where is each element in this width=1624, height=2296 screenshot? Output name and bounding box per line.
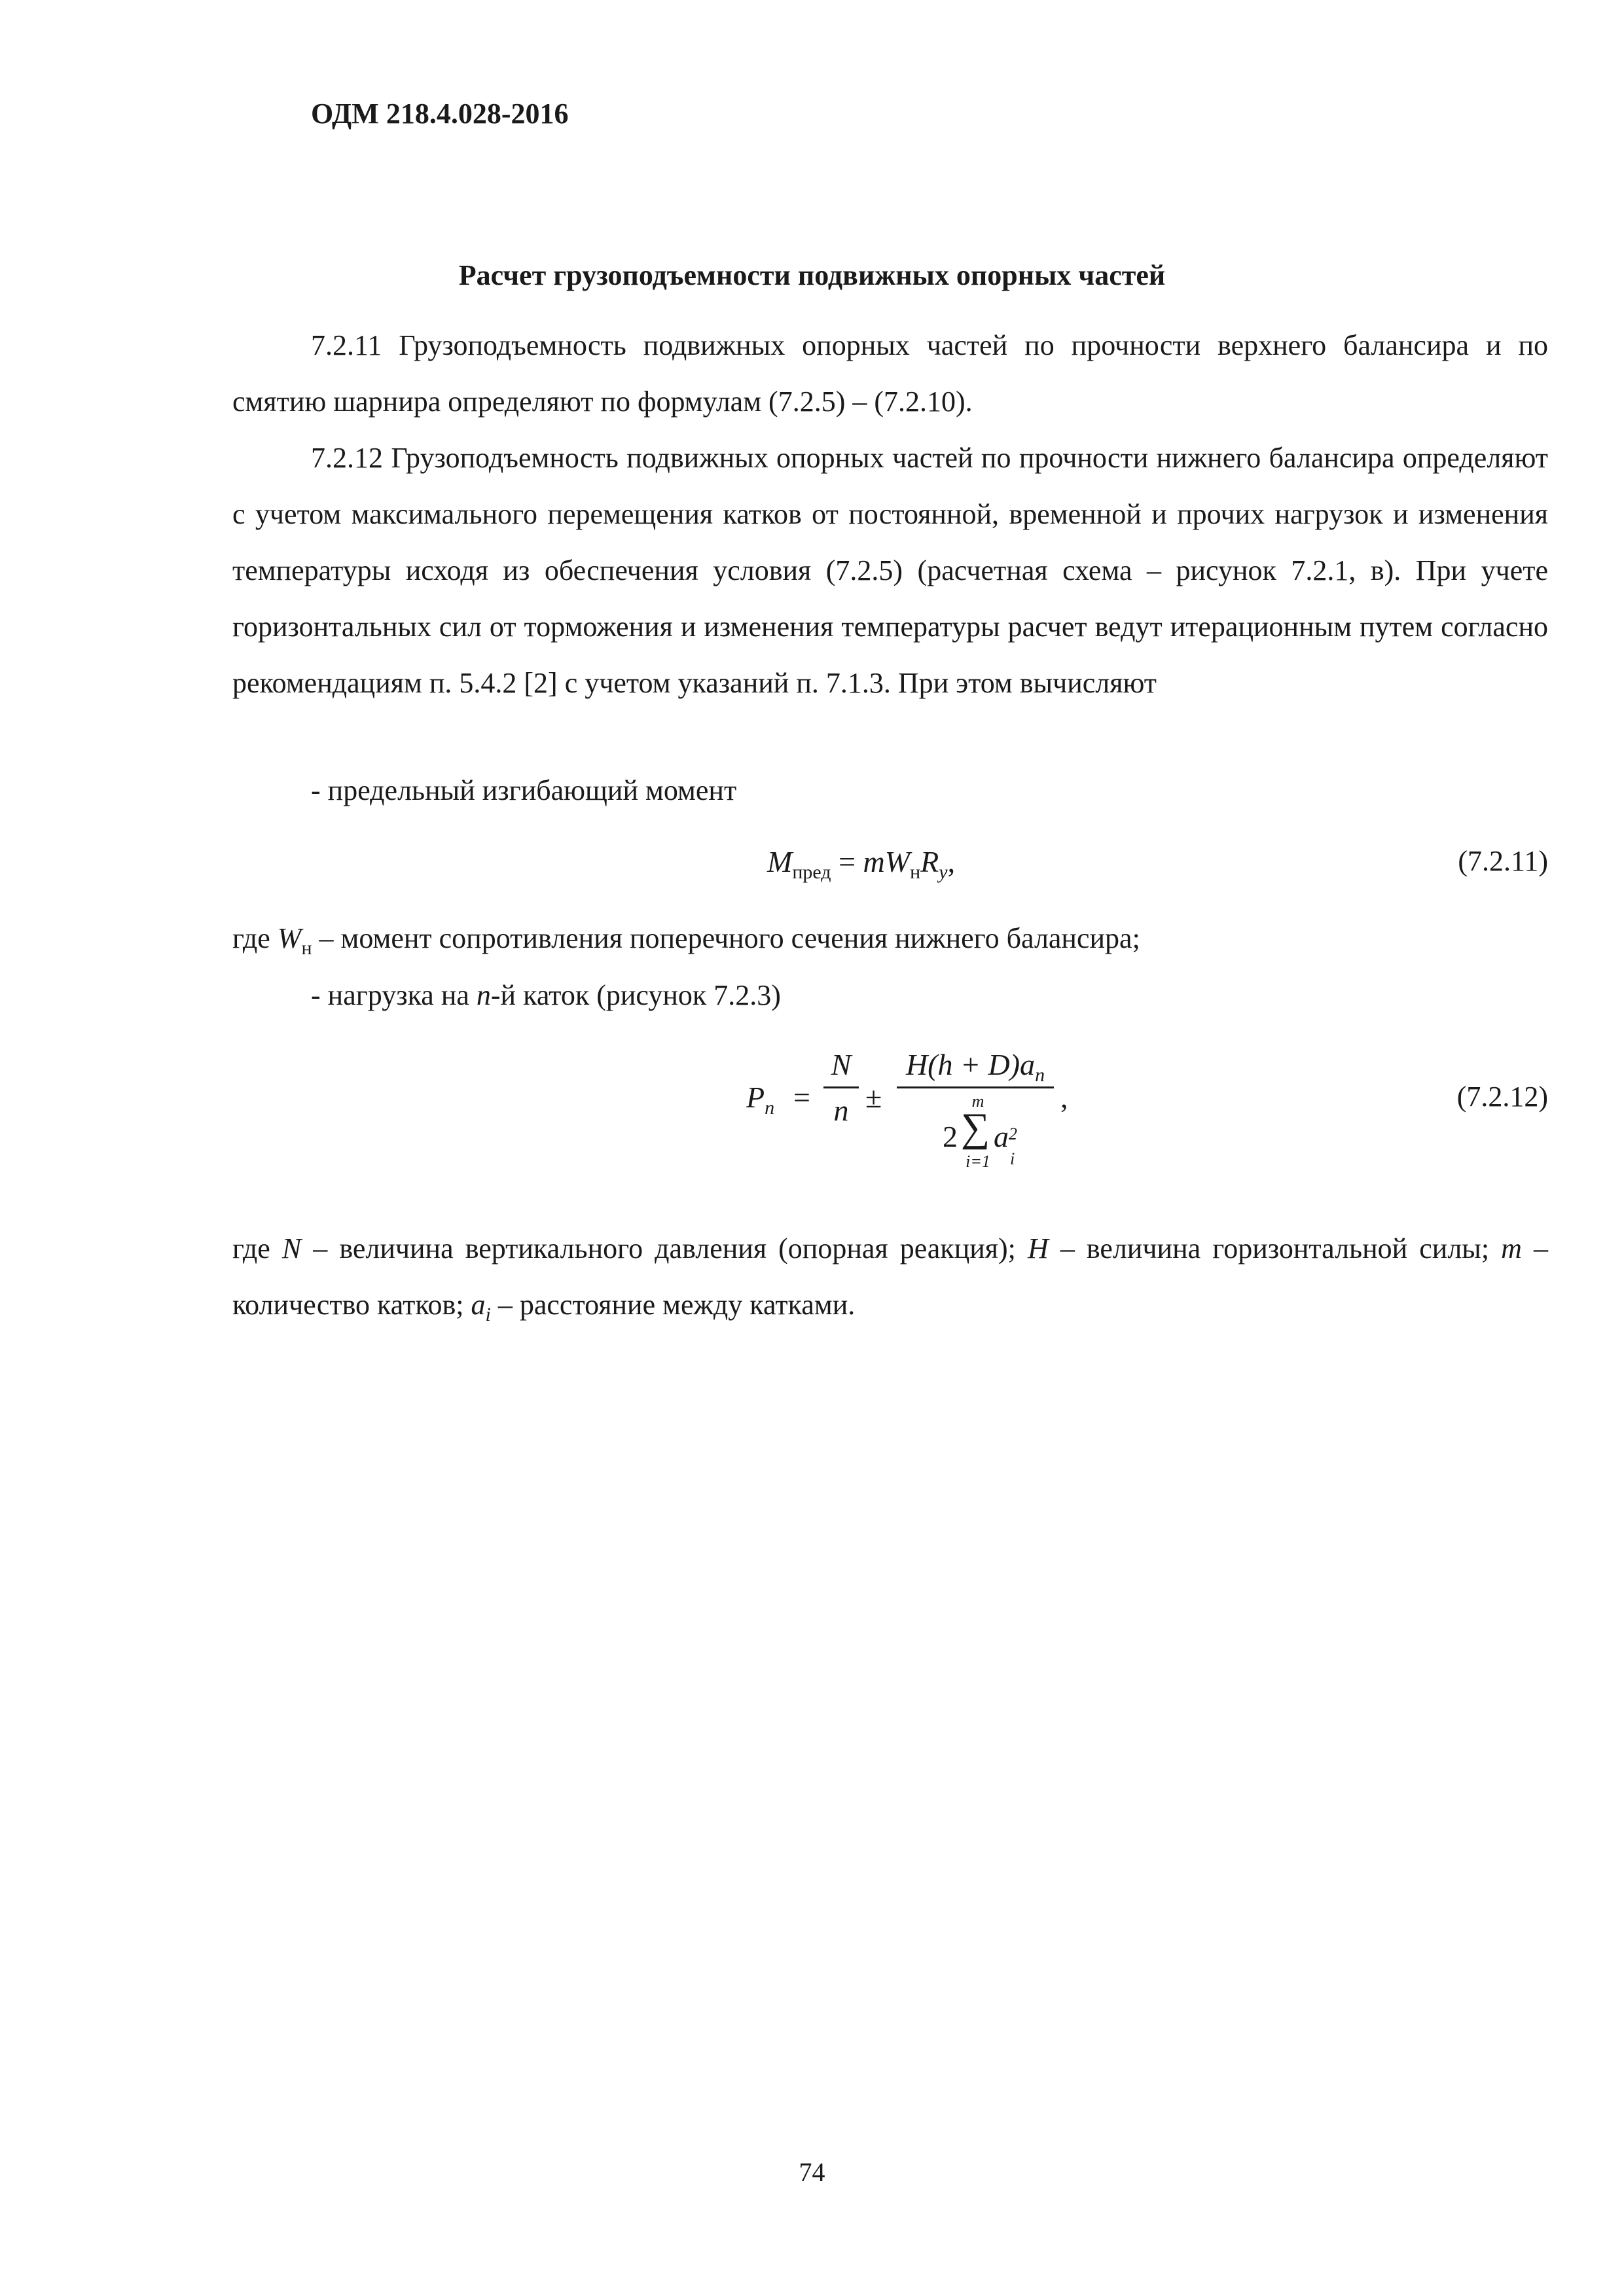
numerator-text: H(h + D)a [905,1048,1036,1081]
where-prefix: где [232,922,278,954]
formula-7-2-12 [746,1047,1087,1191]
list-item-roller-load [311,978,781,1012]
plus-minus-sign: ± [865,1081,882,1114]
paragraph-7-2-11-text: 7.2.11 Грузоподъемность подвижных опорных частей по прочности верхнего балансира и по смятию шарнира определяют по формулам (7.2.5) – (7.2.10). [232,329,1548,418]
item-prefix: - нагрузка на [311,979,477,1011]
fraction-bar [897,1086,1054,1088]
equation-number-7-2-12: (7.2.12) [1456,1081,1548,1113]
definition-N-H-m-a [232,1221,1548,1343]
definition-W-text: – момент сопротивления поперечного сечения нижнего балансира; [312,922,1140,954]
formula-7-2-11 [767,844,955,884]
definition-m: – количество катков; [232,1232,1548,1321]
equals-sign: = [793,1081,810,1114]
symbol-P: P [746,1081,765,1114]
where-prefix: где [232,1232,282,1265]
subscript-n: н [301,937,312,959]
symbol-m: m [1501,1232,1522,1265]
comma: , [947,845,956,878]
symbol-a: a [994,1120,1009,1153]
symbol-H: H [1027,1232,1049,1265]
subscript-n: n [765,1097,775,1119]
term-a-i-squared [994,1119,1022,1168]
fraction-bar [823,1086,859,1088]
symbol-n: n [476,979,491,1011]
numerator-N: N [831,1048,852,1081]
symbol-m: m [863,845,885,878]
page-number: 74 [799,2157,825,2187]
definition-N: – величина вертикального давления (опорная реакция); [301,1232,1028,1265]
subscript-n: н [910,861,921,883]
numerator-subscript: n [1035,1064,1045,1086]
equation-number-7-2-11: (7.2.11) [1458,845,1548,877]
definition-a: – расстояние между катками. [490,1289,856,1321]
superscript-2: 2 [1009,1124,1017,1143]
sum-lower-limit: i=1 [965,1152,990,1171]
subscript-y: y [939,861,948,883]
definition-H: – величина горизонтальной силы; [1048,1232,1502,1265]
numerator-expression [900,1047,1051,1086]
document-code-header: ОДМ 218.4.028-2016 [311,98,569,130]
list-item-limit-moment: - предельный изгибающий момент [311,774,737,806]
symbol-W: W [277,922,302,954]
subscript-pred: пред [792,861,831,883]
item-text: -й каток (рисунок 7.2.3) [490,979,781,1011]
paragraph-7-2-11 [232,317,1548,430]
symbol-W: W [884,845,911,878]
definition-text-block [232,1221,1548,1343]
denominator-n: n [833,1094,849,1127]
lhs-P [746,1080,774,1119]
paragraph-7-2-12 [232,430,1548,711]
subscript-i: i [485,1304,491,1325]
symbol-a: a [471,1289,486,1321]
symbol-N: N [281,1232,302,1265]
comma: , [1060,1081,1068,1114]
symbol-M: M [767,845,793,878]
summation-sign: ∑ [961,1105,990,1150]
definition-W [232,922,1140,960]
factor-two: 2 [943,1120,958,1153]
subscript-i: i [1010,1149,1015,1168]
paragraph-7-2-12-text: 7.2.12 Грузоподъемность подвижных опорных частей по прочности нижнего балансира определяют с учетом максимального перемещения катков от постоянной, временной и прочих нагрузок и изменения температуры исходя из обеспечения условия (7.2.5) (расчетная схема – рисунок 7.2.1, в). При учете горизонтальных сил от торможения и изменения температуры расчет ведут итерационным путем согласно рекомендациям п. 5.4.2 [2] с учетом указаний п. 7.1.3. При этом вычисляют [232,442,1548,699]
sum-upper-limit: m [971,1092,984,1111]
equals-sign: = [831,845,863,878]
symbol-R: R [920,845,939,878]
section-title: Расчет грузоподъемности подвижных опорных частей [458,259,1166,291]
